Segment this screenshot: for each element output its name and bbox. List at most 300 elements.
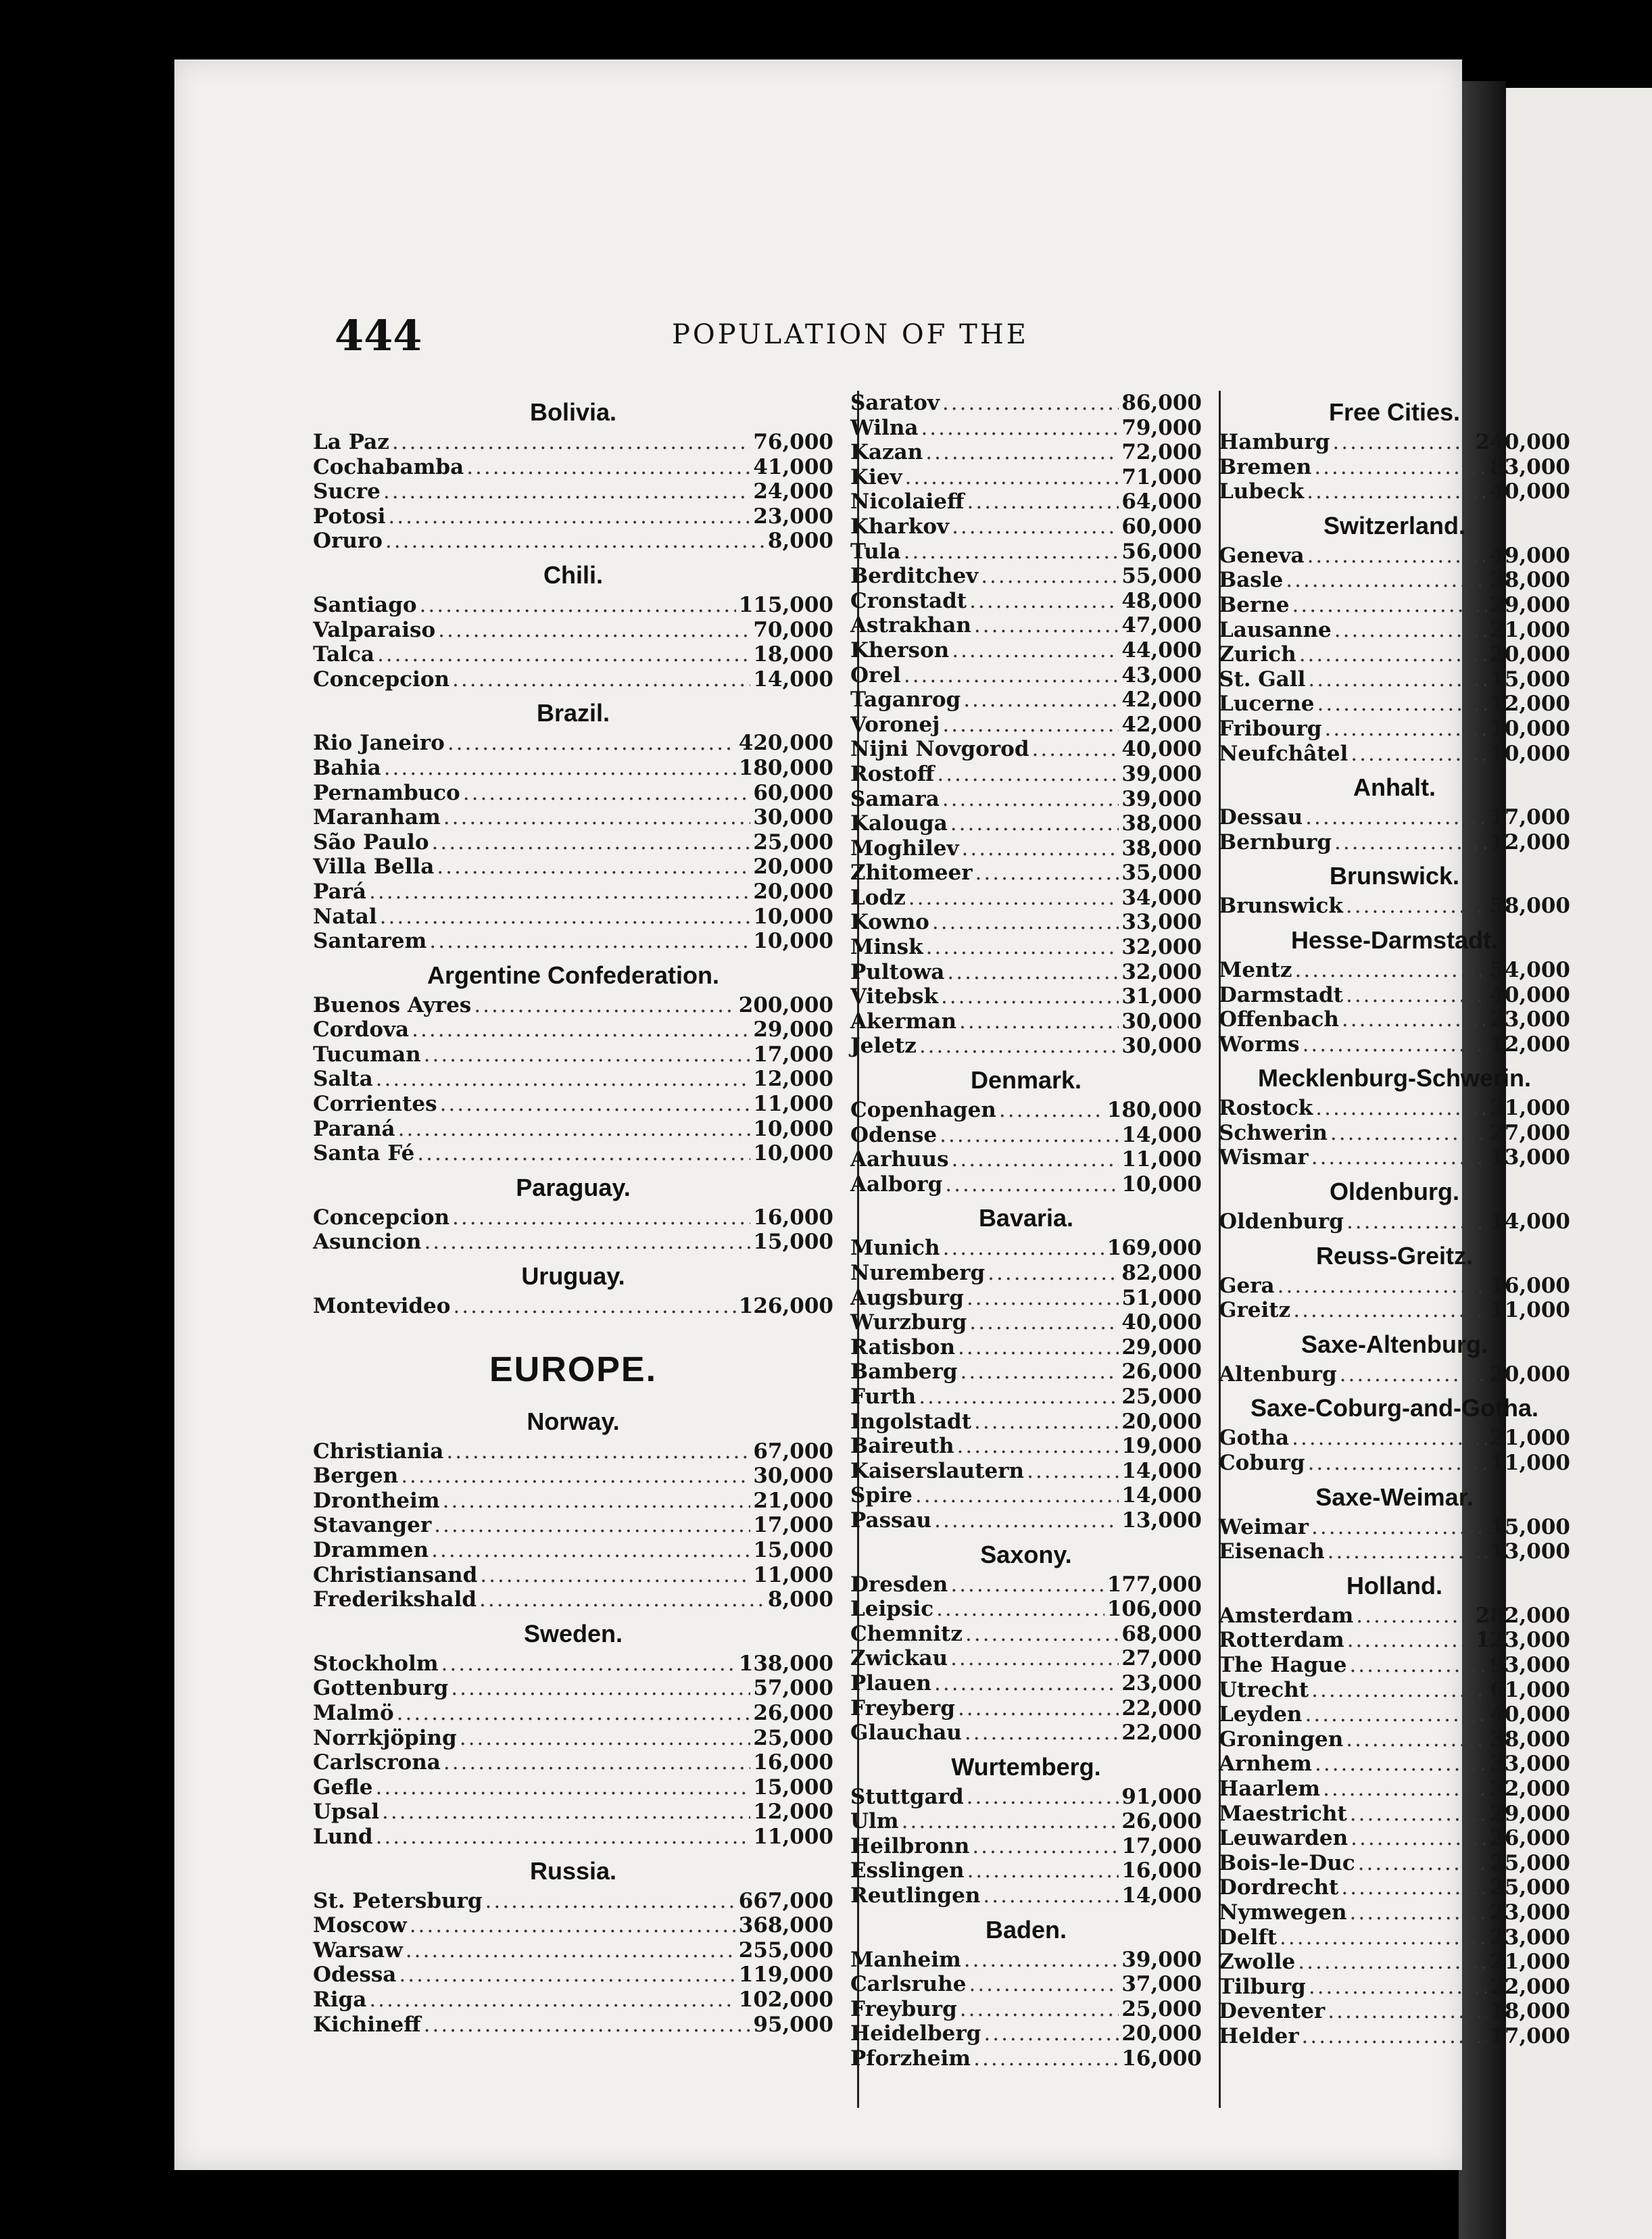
- city-row: [313, 667, 833, 692]
- country-heading: Wurtemberg.: [951, 1752, 1101, 1781]
- population-value: 16,000: [1121, 1858, 1202, 1883]
- city-name: Nijni Novgorod: [850, 737, 1029, 762]
- city-name: Kharkov: [850, 514, 950, 539]
- city-row: [313, 1439, 833, 1464]
- population-value: 10,000: [1490, 741, 1570, 766]
- population-value: 44,000: [1121, 637, 1202, 663]
- city-name: Maranham: [313, 805, 441, 830]
- population-value: 38,000: [1121, 836, 1202, 861]
- population-value: 17,000: [753, 1042, 833, 1067]
- leader-dots: [447, 731, 736, 756]
- population-value: 10,000: [1490, 716, 1570, 741]
- leader-dots: [974, 613, 1119, 638]
- city-row: [1219, 1999, 1570, 2024]
- city-row: [313, 781, 833, 806]
- leader-dots: [441, 1652, 736, 1677]
- city-row: [850, 886, 1202, 911]
- population-value: 200,000: [738, 992, 833, 1017]
- leader-dots: [376, 1067, 751, 1092]
- city-name: Furth: [850, 1384, 917, 1409]
- city-row: [850, 1948, 1202, 1973]
- population-value: 14,000: [753, 667, 833, 692]
- population-value: 72,000: [1121, 440, 1202, 465]
- population-value: 40,000: [1490, 982, 1570, 1007]
- population-value: 42,000: [1121, 688, 1202, 713]
- population-value: 56,000: [1121, 539, 1202, 564]
- city-row: [1219, 2024, 1570, 2049]
- country-heading: Sweden.: [523, 1619, 623, 1647]
- population-value: 29,000: [1490, 1801, 1570, 1826]
- leader-dots: [1330, 1121, 1487, 1146]
- population-value: 8,000: [767, 529, 833, 554]
- column-2: [850, 391, 1202, 2071]
- country-heading: Argentine Confederation.: [427, 961, 720, 989]
- city-row: [313, 1652, 833, 1677]
- city-row: [850, 1597, 1202, 1622]
- column-3: [1219, 391, 1570, 2049]
- city-row: [313, 430, 833, 455]
- leader-dots: [904, 465, 1119, 490]
- population-value: 25,000: [1490, 1850, 1570, 1875]
- population-value: 420,000: [738, 731, 833, 756]
- city-name: Orel: [850, 663, 901, 688]
- leader-dots: [1302, 2024, 1488, 2049]
- leader-dots: [937, 762, 1119, 787]
- population-value: 54,000: [1490, 957, 1570, 982]
- leader-dots: [1351, 1826, 1487, 1851]
- population-value: 180,000: [738, 755, 833, 780]
- leader-dots: [925, 440, 1119, 465]
- city-row: [1219, 593, 1570, 618]
- population-value: 21,000: [1490, 1950, 1570, 1975]
- city-name: Buenos Ayres: [313, 992, 472, 1017]
- city-name: Copenhagen: [850, 1098, 996, 1123]
- city-name: Kowno: [850, 910, 929, 935]
- population-value: 17,000: [1490, 2023, 1570, 2048]
- leader-dots: [1307, 479, 1487, 504]
- population-value: 240,000: [1475, 430, 1570, 454]
- population-value: 19,000: [1121, 1434, 1202, 1459]
- population-value: 15,000: [1490, 1514, 1570, 1539]
- country-heading: Switzerland.: [1323, 511, 1466, 539]
- city-name: Coburg: [1219, 1451, 1305, 1476]
- population-value: 14,000: [1121, 1458, 1202, 1483]
- population-value: 31,000: [1121, 984, 1202, 1009]
- city-row: [850, 1236, 1202, 1261]
- country-heading: Anhalt.: [1353, 773, 1436, 802]
- city-row: [1219, 430, 1570, 455]
- city-name: Freyburg: [850, 1996, 957, 2021]
- city-row: [850, 1434, 1202, 1459]
- leader-dots: [1292, 593, 1488, 618]
- leader-dots: [384, 756, 736, 781]
- leader-dots: [1027, 1459, 1119, 1484]
- population-value: 177,000: [1107, 1572, 1202, 1597]
- leader-dots: [902, 1809, 1119, 1834]
- city-name: Villa Bella: [313, 854, 435, 880]
- population-value: 368,000: [738, 1913, 833, 1938]
- leader-dots: [388, 504, 750, 529]
- country-heading: Saxe-Coburg-and-Gotha.: [1250, 1394, 1538, 1422]
- city-row: [313, 1042, 833, 1067]
- city-row: [1219, 642, 1570, 667]
- city-row: [313, 1230, 833, 1255]
- city-row: [850, 2021, 1202, 2046]
- leader-dots: [463, 781, 751, 806]
- population-value: 18,000: [753, 642, 833, 667]
- population-value: 30,000: [1121, 1009, 1202, 1034]
- city-row: [313, 1963, 833, 1988]
- population-value: 15,000: [753, 1230, 833, 1255]
- population-value: 169,000: [1107, 1236, 1202, 1261]
- city-name: Maestricht: [1219, 1801, 1347, 1826]
- population-value: 39,000: [1121, 761, 1202, 786]
- population-value: 11,000: [753, 1092, 833, 1117]
- city-name: Groningen: [1219, 1727, 1344, 1752]
- leader-dots: [904, 663, 1119, 688]
- city-row: [850, 811, 1202, 836]
- leader-dots: [936, 1597, 1104, 1622]
- leader-dots: [446, 1439, 750, 1464]
- city-row: [1219, 1702, 1570, 1727]
- city-row: [850, 1410, 1202, 1435]
- city-row: [1219, 1426, 1570, 1451]
- city-row: [313, 731, 833, 756]
- leader-dots: [485, 1889, 736, 1914]
- city-name: Concepcion: [313, 1205, 450, 1230]
- city-row: [850, 1009, 1202, 1034]
- population-value: 67,000: [753, 1439, 833, 1464]
- city-row: [850, 737, 1202, 762]
- city-name: Concepcion: [313, 667, 450, 692]
- country-heading: Holland.: [1346, 1571, 1442, 1599]
- country-heading: Chili.: [543, 560, 603, 589]
- city-name: Pernambuco: [313, 780, 460, 805]
- population-value: 29,000: [753, 1017, 833, 1042]
- leader-dots: [965, 1622, 1119, 1647]
- city-name: Kherson: [850, 637, 950, 663]
- population-value: 12,000: [1490, 829, 1570, 854]
- city-name: Christiania: [313, 1439, 444, 1464]
- population-value: 13,000: [1121, 1508, 1202, 1533]
- population-value: 11,000: [1121, 1147, 1202, 1172]
- city-name: Astrakhan: [850, 613, 971, 638]
- leader-dots: [969, 1310, 1119, 1335]
- leader-dots: [1299, 642, 1488, 667]
- population-value: 39,000: [1121, 1947, 1202, 1972]
- city-row: [850, 1147, 1202, 1172]
- city-row: [850, 1696, 1202, 1721]
- city-row: [313, 1563, 833, 1588]
- city-name: Kaiserslautern: [850, 1458, 1025, 1483]
- population-value: 282,000: [1475, 1603, 1570, 1628]
- leader-dots: [438, 618, 750, 643]
- city-row: [850, 1483, 1202, 1508]
- leader-dots: [1328, 1999, 1487, 2024]
- leader-dots: [965, 1720, 1119, 1746]
- population-value: 70,000: [753, 617, 833, 642]
- country-heading: Norway.: [527, 1407, 620, 1435]
- city-row: [313, 642, 833, 667]
- population-value: 10,000: [753, 904, 833, 929]
- country-heading: Brazil.: [536, 699, 610, 727]
- population-value: 17,000: [1490, 805, 1570, 830]
- city-name: Stavanger: [313, 1513, 432, 1538]
- city-row: [313, 1726, 833, 1751]
- leader-dots: [375, 1775, 750, 1800]
- city-row: [313, 618, 833, 643]
- city-name: Odessa: [313, 1963, 397, 1988]
- population-value: 126,000: [738, 1294, 833, 1319]
- population-value: 26,000: [1121, 1359, 1202, 1385]
- city-row: [850, 1286, 1202, 1311]
- city-name: Montevideo: [313, 1294, 451, 1319]
- city-name: Stockholm: [313, 1651, 439, 1676]
- city-name: Rostock: [1219, 1096, 1313, 1121]
- city-name: Tucuman: [313, 1042, 421, 1067]
- city-row: [1219, 544, 1570, 569]
- city-row: [850, 1834, 1202, 1859]
- leader-dots: [453, 1294, 735, 1319]
- population-value: 30,000: [753, 805, 833, 830]
- city-row: [1219, 1653, 1570, 1678]
- population-value: 14,000: [1490, 1209, 1570, 1234]
- city-row: [850, 1858, 1202, 1883]
- country-heading: Saxe-Weimar.: [1315, 1483, 1474, 1511]
- population-value: 23,000: [753, 504, 833, 529]
- population-value: 33,000: [1121, 910, 1202, 935]
- city-row: [313, 880, 833, 905]
- city-name: Stuttgard: [850, 1784, 964, 1809]
- population-value: 12,000: [753, 1800, 833, 1825]
- city-row: [1219, 1950, 1570, 1975]
- leader-dots: [1278, 1274, 1488, 1299]
- city-row: [313, 993, 833, 1018]
- leader-dots: [969, 1972, 1119, 1997]
- population-value: 10,000: [753, 1141, 833, 1166]
- city-row: [1219, 1752, 1570, 1777]
- city-row: [313, 1587, 833, 1612]
- leader-dots: [1342, 1007, 1487, 1032]
- city-row: [850, 1172, 1202, 1197]
- leader-dots: [943, 1236, 1104, 1261]
- city-name: Wilna: [850, 415, 919, 440]
- population-value: 667,000: [738, 1888, 833, 1913]
- page-number: 444: [335, 311, 422, 360]
- city-name: Hamburg: [1219, 430, 1330, 454]
- city-row: [1219, 1032, 1570, 1057]
- leader-dots: [410, 1913, 736, 1938]
- leader-dots: [967, 1785, 1119, 1810]
- city-name: Asuncion: [313, 1230, 422, 1255]
- population-value: 42,000: [1121, 712, 1202, 737]
- population-value: 123,000: [1475, 1628, 1570, 1653]
- city-row: [313, 1701, 833, 1726]
- population-value: 15,000: [753, 1538, 833, 1562]
- leader-dots: [1305, 805, 1487, 830]
- city-name: Leyden: [1219, 1702, 1303, 1727]
- population-value: 11,000: [753, 1824, 833, 1849]
- leader-dots: [382, 1800, 750, 1825]
- population-value: 39,000: [1121, 786, 1202, 811]
- leader-dots: [443, 1750, 751, 1775]
- city-name: Aalborg: [850, 1172, 943, 1197]
- city-name: Lausanne: [1219, 617, 1332, 642]
- population-value: 20,000: [753, 879, 833, 904]
- city-row: [1219, 1925, 1570, 1950]
- leader-dots: [383, 479, 750, 504]
- city-row: [850, 1310, 1202, 1335]
- leader-dots: [1334, 618, 1488, 643]
- city-row: [313, 529, 833, 554]
- city-row: [313, 805, 833, 830]
- city-row: [850, 960, 1202, 985]
- city-row: [1219, 1802, 1570, 1827]
- population-value: 33,000: [1490, 1752, 1570, 1777]
- city-row: [850, 910, 1202, 935]
- country-heading: Uruguay.: [521, 1262, 625, 1291]
- leader-dots: [401, 1464, 750, 1489]
- population-value: 38,000: [1121, 811, 1202, 836]
- leader-dots: [958, 1335, 1119, 1360]
- population-value: 21,000: [1490, 617, 1570, 642]
- population-value: 12,000: [1490, 1032, 1570, 1057]
- leader-dots: [950, 1572, 1104, 1597]
- city-row: [1219, 1362, 1570, 1387]
- city-name: Bremen: [1219, 454, 1312, 479]
- leader-dots: [963, 688, 1119, 713]
- population-value: 14,000: [1121, 1883, 1202, 1908]
- population-value: 60,000: [753, 780, 833, 805]
- city-name: Moghilev: [850, 836, 959, 861]
- leader-dots: [392, 430, 750, 455]
- population-value: 27,000: [1490, 1120, 1570, 1145]
- city-name: Salta: [313, 1067, 373, 1092]
- leader-dots: [432, 830, 751, 855]
- population-value: 10,000: [753, 1116, 833, 1141]
- city-row: [1219, 1298, 1570, 1323]
- city-row: [850, 489, 1202, 514]
- population-value: 29,000: [1490, 592, 1570, 617]
- city-row: [1219, 1875, 1570, 1900]
- city-row: [1219, 830, 1570, 855]
- city-row: [850, 1883, 1202, 1908]
- leader-dots: [377, 642, 750, 667]
- population-value: 31,000: [1490, 1096, 1570, 1121]
- population-value: 55,000: [1121, 564, 1202, 589]
- leader-dots: [1286, 568, 1487, 593]
- population-value: 180,000: [1107, 1098, 1202, 1123]
- leader-dots: [1308, 667, 1487, 692]
- city-name: Eisenach: [1219, 1539, 1325, 1564]
- city-name: Plauen: [850, 1670, 931, 1695]
- leader-dots: [1314, 455, 1487, 480]
- city-name: Valparaiso: [313, 617, 436, 642]
- city-name: Malmö: [313, 1700, 394, 1725]
- city-row: [1219, 1209, 1570, 1234]
- population-value: 82,000: [1121, 1261, 1202, 1285]
- population-value: 27,000: [1121, 1646, 1202, 1671]
- population-value: 11,000: [753, 1562, 833, 1587]
- city-row: [1219, 805, 1570, 830]
- population-value: 16,000: [753, 1750, 833, 1775]
- city-name: Zurich: [1219, 642, 1296, 667]
- city-name: Bahia: [313, 755, 381, 780]
- city-name: Kalouga: [850, 811, 948, 836]
- population-value: 26,000: [1490, 1826, 1570, 1851]
- country-heading: Baden.: [985, 1915, 1067, 1944]
- leader-dots: [972, 1834, 1119, 1859]
- city-name: São Paulo: [313, 829, 429, 854]
- population-value: 71,000: [1121, 464, 1202, 489]
- leader-dots: [437, 854, 750, 880]
- city-name: Rostoff: [850, 761, 935, 786]
- city-row: [850, 1335, 1202, 1360]
- leader-dots: [1309, 1975, 1488, 2000]
- population-value: 22,000: [1121, 1695, 1202, 1720]
- city-row: [850, 416, 1202, 441]
- city-row: [313, 1750, 833, 1775]
- leader-dots: [369, 880, 750, 905]
- leader-dots: [385, 529, 765, 554]
- leader-dots: [1315, 1096, 1487, 1121]
- population-value: 25,000: [1490, 1875, 1570, 1900]
- city-row: [313, 1988, 833, 2013]
- leader-dots: [958, 1696, 1119, 1721]
- leader-dots: [424, 2013, 751, 2038]
- city-row: [313, 1141, 833, 1166]
- city-name: Arnhem: [1219, 1752, 1312, 1777]
- book-page: [174, 59, 1570, 2170]
- city-row: [313, 1825, 833, 1850]
- city-row: [1219, 1539, 1570, 1564]
- city-row: [850, 1785, 1202, 1810]
- city-name: Munich: [850, 1236, 940, 1261]
- city-name: Voronej: [850, 712, 940, 737]
- population-value: 43,000: [1121, 663, 1202, 688]
- leader-dots: [480, 1563, 750, 1588]
- city-row: [313, 1464, 833, 1489]
- population-value: 20,000: [1490, 642, 1570, 667]
- leader-dots: [1303, 1032, 1488, 1057]
- city-row: [313, 1294, 833, 1319]
- population-value: 57,000: [753, 1676, 833, 1701]
- city-name: Esslingen: [850, 1858, 965, 1883]
- leader-dots: [952, 514, 1119, 539]
- city-row: [850, 1972, 1202, 1997]
- country-heading: Denmark.: [970, 1066, 1082, 1094]
- city-name: Lubeck: [1219, 479, 1305, 504]
- leader-dots: [952, 1147, 1119, 1172]
- leader-dots: [950, 811, 1119, 836]
- city-name: Gefle: [313, 1775, 373, 1800]
- population-value: 10,000: [753, 929, 833, 954]
- city-row: [313, 1775, 833, 1800]
- city-name: Norrkjöping: [313, 1725, 457, 1750]
- population-value: 16,000: [753, 1205, 833, 1230]
- leader-dots: [1311, 1678, 1487, 1703]
- country-heading: Brunswick.: [1329, 862, 1460, 890]
- population-value: 40,000: [1490, 479, 1570, 504]
- column-1: [313, 391, 833, 2037]
- city-name: Dessau: [1219, 805, 1303, 830]
- city-name: Offenbach: [1219, 1007, 1339, 1032]
- leader-dots: [406, 1938, 736, 1963]
- leader-dots: [915, 1483, 1119, 1508]
- population-value: 38,000: [1490, 1727, 1570, 1752]
- city-name: Rotterdam: [1219, 1628, 1344, 1653]
- population-value: 86,000: [1121, 391, 1202, 415]
